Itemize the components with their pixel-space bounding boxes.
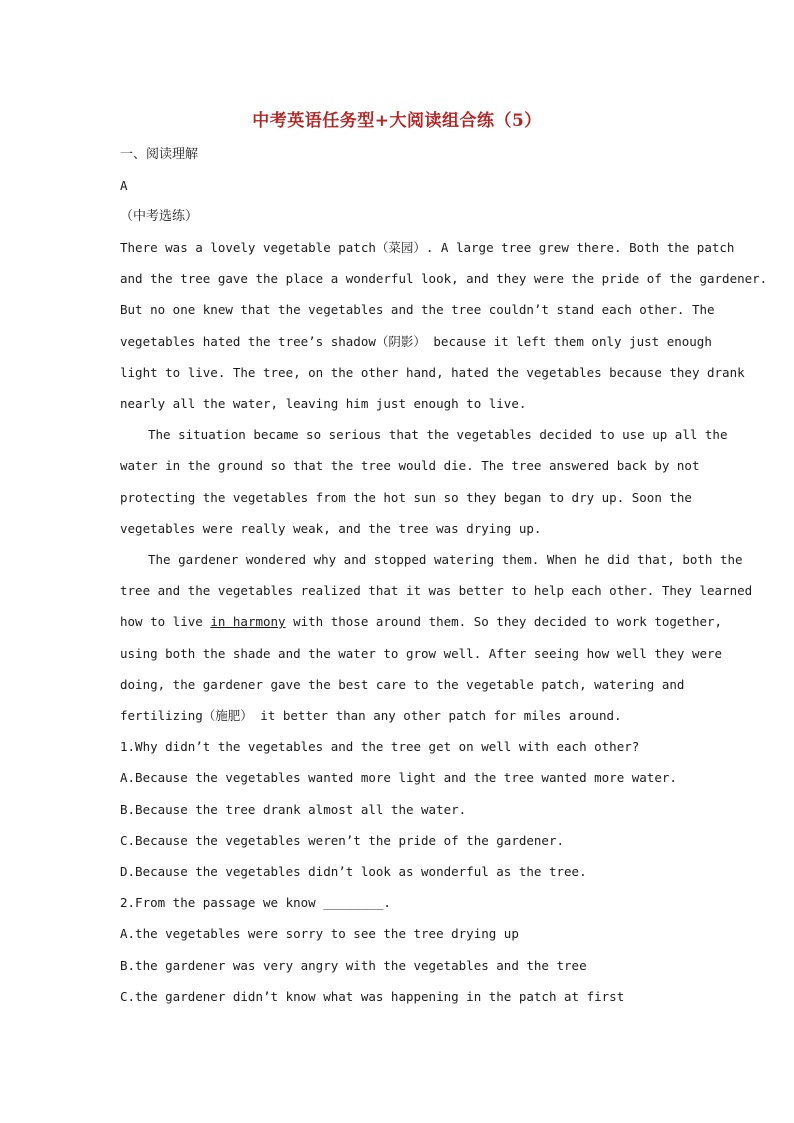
paragraph2-line: protecting the vegetables from the hot sun so they began to dry up. Soon the xyxy=(120,490,692,505)
paragraph3-line xyxy=(120,613,723,631)
paragraph1-line: But no one knew that the vegetables and the tree couldn’t stand each other. The xyxy=(120,302,715,317)
paragraph2-line: vegetables were really weak, and the tree was drying up. xyxy=(120,521,542,536)
paragraph3-line: tree and the vegetables realized that it was better to help each other. They learned xyxy=(120,583,753,598)
paragraph1-line: nearly all the water, leaving him just enough to live. xyxy=(120,396,527,411)
paragraph3-line: The gardener wondered why and stopped watering them. When he did that, both the xyxy=(148,552,743,567)
question2-stem: 2.From the passage we know ________. xyxy=(120,895,391,910)
paragraph3-line: using both the shade and the water to grow well. After seeing how well they were xyxy=(120,646,723,661)
question1-option-d: D.Because the vegetables didn’t look as wonderful as the tree. xyxy=(120,864,587,879)
source-note: （中考选练） xyxy=(120,209,199,224)
paragraph2-line: water in the ground so that the tree would die. The tree answered back by not xyxy=(120,458,700,473)
paragraph2-line: The situation became so serious that the vegetables decided to use up all the xyxy=(148,427,728,442)
question2-option-b: B.the gardener was very angry with the vegetables and the tree xyxy=(120,958,587,973)
question1-stem: 1.Why didn’t the vegetables and the tree get on well with each other? xyxy=(120,739,640,754)
paragraph1-line: light to live. The tree, on the other hand, hated the vegetables because they drank xyxy=(120,365,745,380)
underlined-phrase: in harmony xyxy=(210,614,286,629)
question1-option-b: B.Because the tree drank almost all the water. xyxy=(120,802,467,817)
question1-option-a: A.Because the vegetables wanted more light and the tree wanted more water. xyxy=(120,770,677,785)
paragraph1-line: and the tree gave the place a wonderful look, and they were the pride of the gardener. xyxy=(120,271,768,286)
paragraph3-text: with those around them. So they decided to work together, xyxy=(285,614,723,629)
paragraph3-line: doing, the gardener gave the best care to the vegetable patch, watering and xyxy=(120,677,685,692)
page-title: 中考英语任务型+大阅读组合练（5） xyxy=(252,111,542,131)
paragraph3-text: how to live xyxy=(120,614,211,629)
paragraph3-line: fertilizing（施肥） it better than any other patch for miles around. xyxy=(120,708,622,723)
question2-option-a: A.the vegetables were sorry to see the tree drying up xyxy=(120,926,519,941)
section-heading: 一、阅读理解 xyxy=(120,147,199,162)
question1-option-c: C.Because the vegetables weren’t the pride of the gardener. xyxy=(120,833,565,848)
passage-label: A xyxy=(120,178,128,193)
paragraph1-line: There was a lovely vegetable patch（菜园）. A large tree grew there. Both the patch xyxy=(120,240,735,255)
paragraph1-line: vegetables hated the tree’s shadow（阴影） because it left them only just enough xyxy=(120,334,712,349)
question2-option-c: C.the gardener didn’t know what was happening in the patch at first xyxy=(120,989,625,1004)
